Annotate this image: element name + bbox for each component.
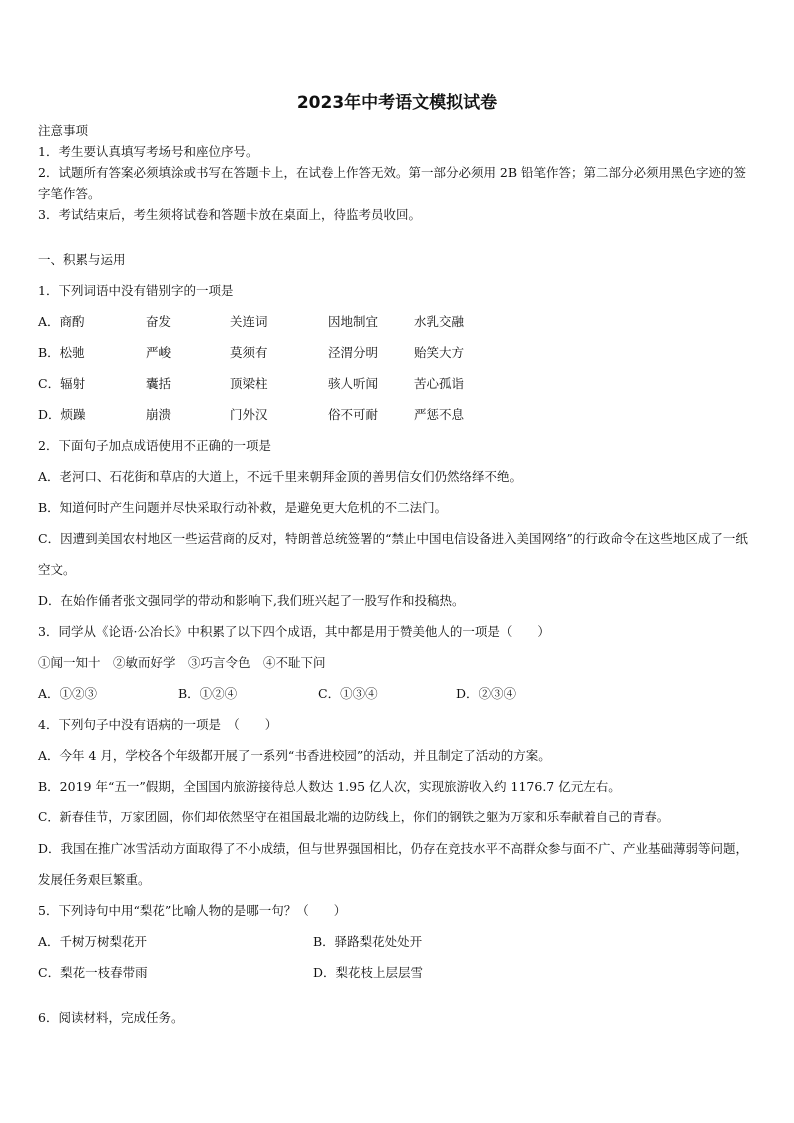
q1-option-text: 骇人听闻 [328,376,379,391]
section-heading: 一、积累与运用 [38,252,126,267]
q1-option-a [38,306,756,337]
q4-stem: 4．下列句子中没有语病的一项是 （ ） [38,717,278,732]
page-title: 2023年中考语文模拟试卷 [296,93,498,113]
q1-option-text: 顶梁柱 [230,376,268,391]
notes-section [38,120,756,225]
q1-option-text: 严惩不息 [414,407,465,422]
q4-option-a: A．今年 4 月，学校各个年级都开展了一系列“书香进校园”的活动，并且制定了活动的方案。 [38,748,551,763]
q1-option-c [38,368,756,399]
notes-heading: 注意事项 [38,123,89,138]
q1-option-text: 莫须有 [230,345,268,360]
q4-option-b: B．2019 年“五一”假期，全国国内旅游接待总人数达 1.95 亿人次，实现旅游收入约 1176.7 亿元左右。 [38,779,621,794]
q1-option-text: 关连词 [230,314,268,329]
q1-option-text: 泾渭分明 [328,345,379,360]
q1-option-text: 门外汉 [230,407,268,422]
q3-options [38,678,756,709]
q1-option-text: D．烦躁 [38,407,86,422]
q5-option-d: D．梨花枝上层层雪 [313,965,424,980]
spacer [38,988,756,1002]
q1-option-text: 囊括 [146,376,172,391]
q2-option-c: C．因遭到美国农村地区一些运营商的反对，特朗普总统签署的“禁止中国电信设备进入美国网络”的行政命令在这些地区成了一纸空文。 [38,531,748,577]
q1-option-text: 俗不可耐 [328,407,379,422]
q5-option-a: A．千树万树梨花开 [38,934,148,949]
q5-stem: 5．下列诗句中用“梨花”比喻人物的是哪一句？（ ） [38,903,347,918]
q1-option-text: 因地制宜 [328,314,379,329]
q2-option-a: A．老河口、石花街和草店的大道上，不远千里来朝拜金顶的善男信女们仍然络绎不绝。 [38,469,523,484]
q1-option-text: 奋发 [146,314,172,329]
q1-option-b [38,337,756,368]
q5-options-row1 [38,926,756,957]
q3-stem: 3．同学从《论语·公冶长》中积累了以下四个成语，其中都是用于赞美他人的一项是（ ） [38,624,550,639]
q1-option-d [38,399,756,430]
q1-stem: 1．下列词语中没有错别字的一项是 [38,283,234,298]
q5-option-c: C．梨花一枝春带雨 [38,965,148,980]
questions [38,244,756,1033]
q1-option-text: A．商酌 [38,314,85,329]
q1-option-text: C．辐射 [38,376,86,391]
q3-option-c: C．①③④ [318,686,378,701]
q1-option-text: 苦心孤诣 [414,376,465,391]
notes-item: 2．试题所有答案必须填涂或书写在答题卡上，在试卷上作答无效。第一部分必须用 2B 铅笔作答；第二部分必须用黑色字迹的签字笔作答。 [38,165,747,201]
q3-option-d: D．②③④ [456,686,517,701]
q4-option-d: D．我国在推广冰雪活动方面取得了不小成绩，但与世界强国相比，仍存在竞技水平不高群众参与面不广、产业基础薄弱等问题，发展任务艰巨繁重。 [38,841,749,887]
notes-item: 1．考生要认真填写考场号和座位序号。 [38,144,259,159]
q6-stem: 6．阅读材料，完成任务。 [38,1010,184,1025]
q3-items: ①闻一知十 ②敏而好学 ③巧言令色 ④不耻下问 [38,655,326,670]
q1-option-text: 水乳交融 [414,314,465,329]
q3-option-a: A．①②③ [38,686,98,701]
q3-option-b: B．①②④ [178,686,238,701]
q5-option-b: B．驿路梨花处处开 [313,934,423,949]
q1-option-text: B．松驰 [38,345,85,360]
q4-option-c: C．新春佳节，万家团圆，你们却依然坚守在祖国最北端的边防线上，你们的钢铁之躯为万家和乐奉献着自己的青春。 [38,810,669,824]
q2-option-d: D．在始作俑者张文强同学的带动和影响下,我们班兴起了一股写作和投稿热。 [38,593,465,608]
notes-item: 3．考试结束后，考生须将试卷和答题卡放在桌面上，待监考员收回。 [38,207,421,222]
q2-option-b: B．知道何时产生问题并尽快采取行动补救，是避免更大危机的不二法门。 [38,500,448,515]
q1-option-text: 贻笑大方 [414,345,465,360]
q1-option-text: 崩溃 [146,407,172,422]
q5-options-row2 [38,957,756,988]
q1-option-text: 严峻 [146,345,172,360]
q2-stem: 2．下面句子加点成语使用不正确的一项是 [38,438,271,453]
